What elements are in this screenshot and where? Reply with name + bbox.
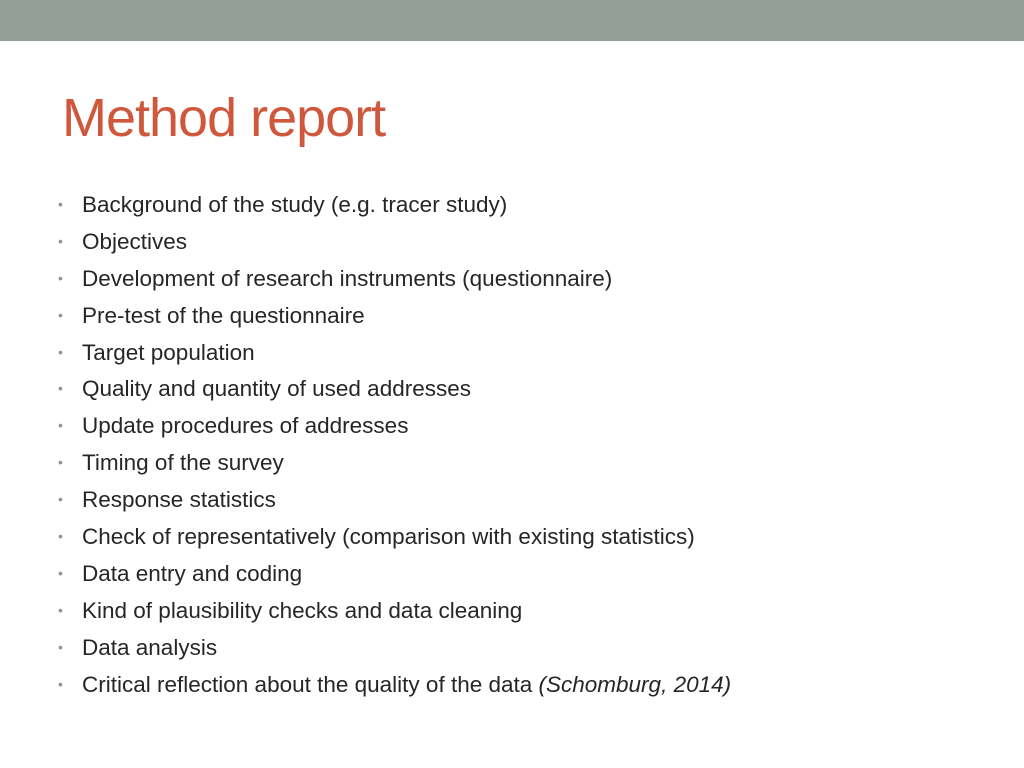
list-item-text: Kind of plausibility checks and data cleaning bbox=[82, 597, 523, 623]
list-item-text: Background of the study (e.g. tracer study) bbox=[82, 192, 508, 217]
bullet-dot-icon: • bbox=[58, 675, 63, 692]
bullet-dot-icon: • bbox=[58, 564, 63, 581]
list-item-text: Response statistics bbox=[82, 487, 276, 513]
bullet-dot-icon: • bbox=[58, 601, 63, 618]
bullet-dot-icon: • bbox=[58, 269, 63, 286]
list-item bbox=[58, 487, 731, 524]
slide-title: Method report bbox=[62, 88, 386, 148]
list-item-text: Timing of the survey bbox=[82, 450, 284, 476]
bullet-dot-icon: • bbox=[58, 638, 63, 655]
bullet-dot-icon: • bbox=[58, 196, 63, 212]
list-item-text: Data entry and coding bbox=[82, 560, 303, 586]
bullet-dot-icon: • bbox=[58, 380, 63, 397]
list-item-text: Update procedures of addresses bbox=[82, 413, 409, 439]
list-item bbox=[58, 266, 731, 303]
list-item bbox=[58, 413, 731, 450]
bullet-dot-icon: • bbox=[58, 343, 63, 360]
bullet-dot-icon: • bbox=[58, 528, 63, 545]
bullet-dot-icon: • bbox=[58, 417, 63, 434]
list-item bbox=[58, 635, 731, 672]
list-item bbox=[58, 303, 731, 340]
list-item bbox=[58, 598, 731, 635]
list-item-text: Data analysis bbox=[82, 634, 218, 660]
list-item bbox=[58, 450, 731, 487]
list-item bbox=[58, 561, 731, 598]
list-item-text: Critical reflection about the quality of the data bbox=[82, 671, 539, 697]
list-item-text: Target population bbox=[82, 339, 255, 365]
list-item bbox=[58, 229, 731, 266]
list-item-text: Check of representatively (comparison with existing statistics) bbox=[82, 524, 695, 550]
citation: (Schomburg, 2014) bbox=[538, 671, 732, 697]
list-item bbox=[58, 340, 731, 377]
list-item-text: Pre-test of the questionnaire bbox=[82, 302, 365, 328]
bullet-dot-icon: • bbox=[58, 232, 63, 249]
list-item bbox=[58, 376, 731, 413]
bullet-dot-icon: • bbox=[58, 491, 63, 508]
list-item bbox=[58, 672, 731, 709]
bullet-dot-icon: • bbox=[58, 454, 63, 471]
bullet-list bbox=[58, 192, 731, 708]
list-item bbox=[58, 192, 731, 229]
list-item-text: Objectives bbox=[82, 228, 188, 254]
top-accent-bar bbox=[0, 0, 1024, 41]
bullet-dot-icon: • bbox=[58, 306, 63, 323]
list-item bbox=[58, 524, 731, 561]
list-item-text: Quality and quantity of used addresses bbox=[82, 376, 471, 402]
list-item-text: Development of research instruments (questionnaire) bbox=[82, 265, 613, 291]
